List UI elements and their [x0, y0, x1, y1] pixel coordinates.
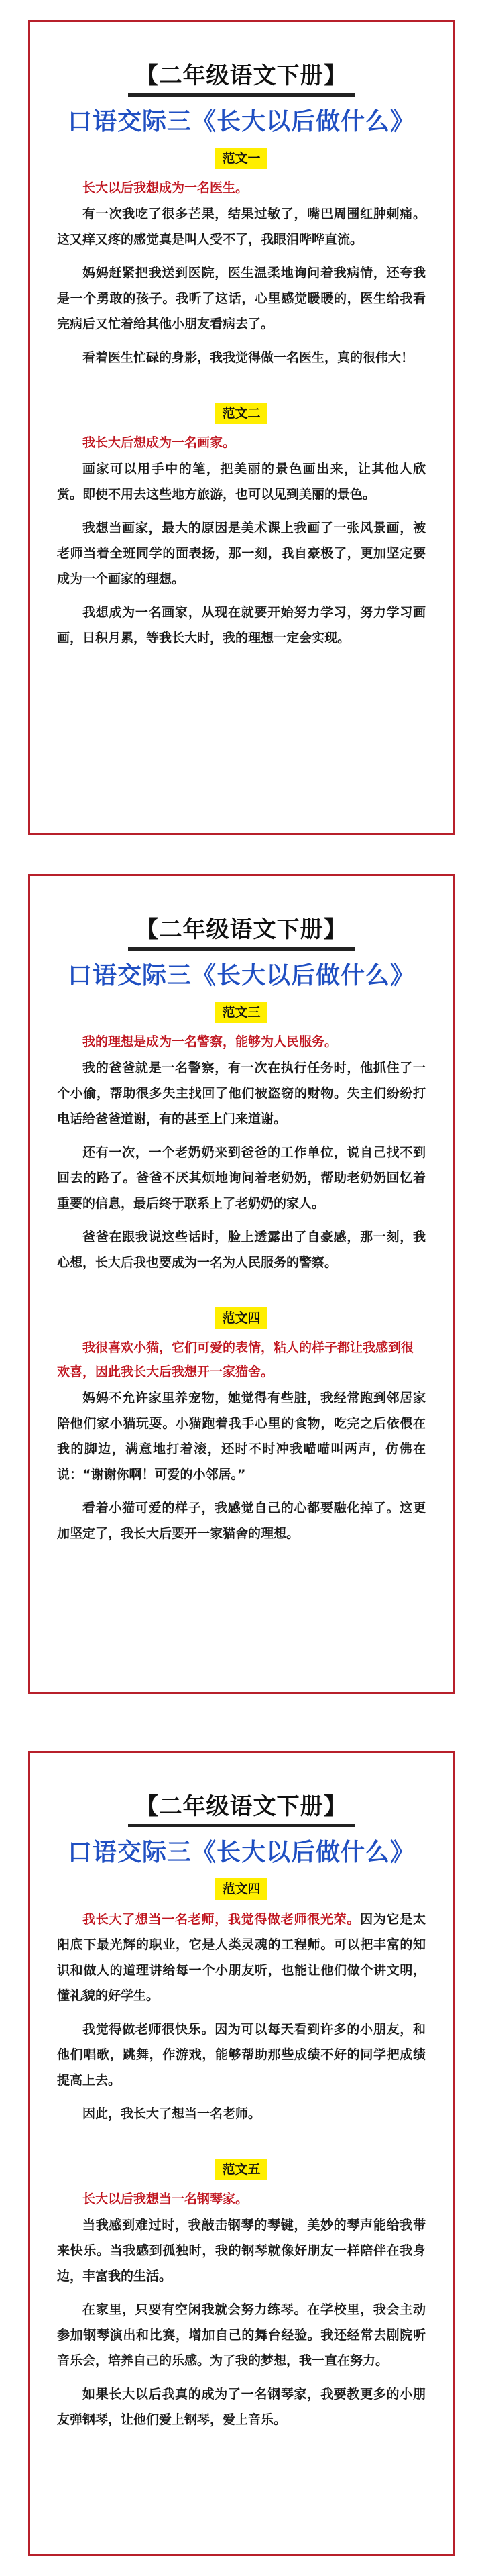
essay-paragraph [57, 1907, 426, 2008]
sample-tag: 范文二 [215, 402, 267, 424]
essay-paragraph: 妈妈赶紧把我送到医院，医生温柔地询问着我病情，还夸我是一个勇敢的孩子。我听了这话，心里感觉暖暖的，医生给我看完病后又忙着给其他小朋友看病去了。 [57, 266, 426, 331]
essay-paragraph: 我的爸爸就是一名警察，有一次在执行任务时，他抓住了一个小偷，帮助很多失主找回了他们被盗窃的财物。失主们纷纷打电话给爸爸道谢，有的甚至上门来道谢。 [57, 1061, 426, 1126]
essay-paragraph: 如果长大以后我真的成为了一名钢琴家，我要教更多的小朋友弹钢琴，让他们爱上钢琴，爱上音乐。 [57, 2387, 426, 2427]
essay-paragraph: 因此，我长大了想当一名老师。 [82, 2106, 261, 2121]
essay-card-2 [28, 874, 455, 1694]
essay-paragraph: 还有一次，一个老奶奶来到爸爸的工作单位，说自己找不到回去的路了。爸爸不厌其烦地询问着老奶奶，帮助老奶奶回忆着重要的信息，最后终于联系上了老奶奶的家人。 [57, 1145, 426, 1211]
essay-card-1 [28, 20, 455, 835]
essay-title: 长大以后我想成为一名医生。 [82, 180, 249, 195]
sample-tag: 范文四 [215, 1307, 267, 1329]
grade-title: 【二年级语文下册】 [57, 915, 426, 951]
sample-tag: 范文五 [215, 2159, 267, 2180]
grade-title: 【二年级语文下册】 [57, 1792, 426, 1827]
essay-card-3 [28, 1751, 455, 2556]
essay-paragraph: 当我感到难过时，我敲击钢琴的琴键，美妙的琴声能给我带来快乐。当我感到孤独时，我的钢琴就像好朋友一样陪伴在我身边，丰富我的生活。 [57, 2218, 426, 2284]
essay-title-continuation: 因为它是太阳底下最光辉的职业，它是人类灵魂的工程师。可以把丰富的知识和做人的道理讲给每一个小朋友听，也能让他们做个讲文明，懂礼貌的好学生。 [57, 1912, 426, 2003]
sample-tag: 范文三 [215, 1002, 267, 1023]
essay-title: 我长大后想成为一名画家。 [82, 435, 236, 450]
essay-paragraph: 在家里，只要有空闲我就会努力练琴。在学校里，我会主动参加钢琴演出和比赛，增加自己的舞台经验。我还经常去剧院听音乐会，培养自己的乐感。为了我的梦想，我一直在努力。 [57, 2302, 426, 2368]
essay-paragraph: 有一次我吃了很多芒果，结果过敏了，嘴巴周围红肿刺痛。这又痒又疼的感觉真是叫人受不了，我眼泪哗哗直流。 [57, 207, 426, 247]
essay-paragraph: 妈妈不允许家里养宠物，她觉得有些脏，我经常跑到邻居家陪他们家小猫玩耍。小猫跑着我手心里的食物，吃完之后依偎在我的脚边，满意地打着滚，还时不时冲我喵喵叫两声，仿佛在说：“谢谢你啊！可爱的小邻居。” [57, 1391, 426, 1482]
essay-paragraph: 画家可以用手中的笔，把美丽的景色画出来，让其他人欣赏。即使不用去这些地方旅游，也可以见到美丽的景色。 [57, 462, 426, 502]
lesson-title: 口语交际三《长大以后做什么》 [67, 108, 415, 136]
sample-tag: 范文一 [215, 148, 267, 169]
lesson-title: 口语交际三《长大以后做什么》 [67, 1839, 415, 1866]
essay-paragraph: 看着小猫可爱的样子，我感觉自己的心都要融化掉了。这更加坚定了，我长大后要开一家猫舍的理想。 [57, 1501, 426, 1541]
lesson-title: 口语交际三《长大以后做什么》 [67, 962, 415, 989]
essay-paragraph: 爸爸在跟我说这些话时，脸上透露出了自豪感，那一刻，我心想，长大后我也要成为一名为人民服务的警察。 [57, 1230, 426, 1270]
essay-title: 长大以后我想当一名钢琴家。 [82, 2192, 249, 2206]
essay-title: 我很喜欢小猫，它们可爱的表情，粘人的样子都让我感到很欢喜，因此我长大后我想开一家猫舍。 [57, 1340, 414, 1379]
essay-title: 我的理想是成为一名警察，能够为人民服务。 [82, 1034, 338, 1049]
essay-paragraph: 我想当画家，最大的原因是美术课上我画了一张风景画，被老师当着全班同学的面表扬，那一刻，我自豪极了，更加坚定要成为一个画家的理想。 [57, 521, 426, 586]
essay-paragraph: 我想成为一名画家，从现在就要开始努力学习，努力学习画画，日积月累，等我长大时，我的理想一定会实现。 [57, 605, 426, 645]
sample-tag: 范文四 [215, 1878, 267, 1900]
essay-paragraph: 我觉得做老师很快乐。因为可以每天看到许多的小朋友，和他们唱歌，跳舞，作游戏，能够帮助那些成绩不好的同学把成绩提高上去。 [57, 2022, 426, 2088]
essay-paragraph: 看着医生忙碌的身影，我我觉得做一名医生，真的很伟大！ [82, 350, 414, 365]
grade-title: 【二年级语文下册】 [57, 61, 426, 97]
essay-title: 我长大了想当一名老师，我觉得做老师很光荣。 [82, 1912, 361, 1927]
